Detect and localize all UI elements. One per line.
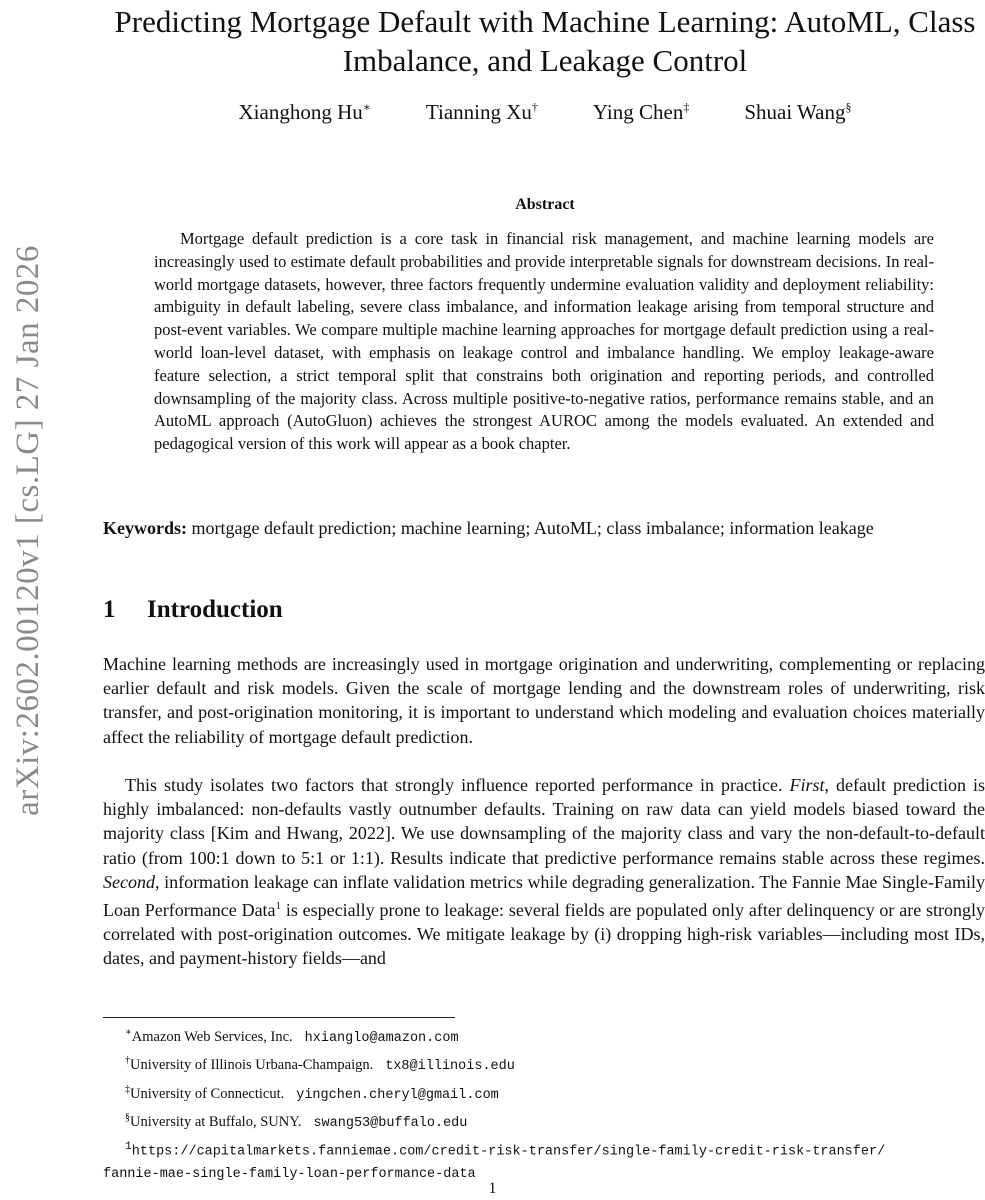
keywords-text: mortgage default prediction; machine learning; AutoML; class imbalance; information leakage (191, 518, 874, 538)
footnote: †University of Illinois Urbana-Champaign. tx8@illinois.edu (125, 1055, 515, 1075)
footnote-divider (103, 1017, 455, 1018)
author: Ying Chen‡ (592, 100, 690, 124)
intro-paragraph-2: This study isolates two factors that strongly influence reported performance in practice. First, default prediction is highly imbalanced: non-defaults vastly outnumber defaults. Training on raw data can yield models biased toward the majority class [Kim and Hwang, 2022]. We use downsampling of the majority class and vary the non-default-to-default ratio (from 100:1 down to 5:1 or 1:1). Results indicate that predictive performance remains stable across these regimes. Second, information leakage can inflate validation metrics while degrading generalization. The Fannie Mae Single-Family Loan Performance Data$^1$ is especially prone to leakage: several fields are populated only after delinquency or are strongly correlated with post-origination outcomes. We mitigate leakage by (i) dropping high-risk variables—including most IDs, dates, and payment-history fields—and (103, 775, 985, 969)
url-footnote-link[interactable]: https://capitalmarkets.fanniemae.com/credit-risk-transfer/single-family-credit-risk-transfer/ (131, 1144, 886, 1160)
footnotes (103, 1022, 985, 1186)
footnote: ∗Amazon Web Services, Inc. hxianglo@amazon.com (125, 1027, 459, 1046)
keywords-label: Keywords: (103, 518, 187, 538)
section-title: Introduction (147, 596, 283, 623)
author-footnote-mark: § (845, 100, 852, 114)
emphasis-first: First (789, 775, 825, 795)
url-footnote-continuation[interactable]: fannie-mae-single-family-loan-performance-data (103, 1166, 476, 1182)
author: Xianghong Hu∗ (238, 100, 371, 124)
author: Tianning Xu† (425, 100, 538, 124)
arxiv-identifier-stamp (8, 200, 48, 860)
author-footnote-mark: ∗ (362, 100, 371, 114)
author-footnote-mark: ‡ (683, 100, 690, 114)
section-number: 1 (103, 596, 116, 623)
section-heading (103, 596, 283, 624)
arxiv-stamp-text: arXiv:2602.00120v1 [cs.LG] 27 Jan 2026 (9, 244, 46, 816)
author: Shuai Wang§ (744, 100, 852, 124)
author-email: yingchen.cheryl@gmail.com (296, 1087, 499, 1103)
footnote: §University at Buffalo, SUNY. swang53@buffalo.edu (125, 1112, 468, 1132)
page-number: 1 (488, 1180, 497, 1197)
author-email: tx8@illinois.edu (385, 1059, 515, 1075)
keywords (103, 516, 985, 540)
abstract-heading: Abstract (515, 196, 575, 213)
footnote: ‡University of Connecticut. yingchen.cheryl@gmail.com (125, 1083, 499, 1103)
url-footnote[interactable]: $^1$https://capitalmarkets.fanniemae.com/credit-risk-transfer/single-family-credit-risk-transfer/ (125, 1140, 886, 1160)
abstract-text: Mortgage default prediction is a core task in financial risk management, and machine learning models are increasingly used to estimate default probabilities and provide interpretable signals for downstream decisions. In real-world mortgage datasets, however, three factors frequently undermine evaluation validity and deployment reliability: ambiguity in default labeling, severe class imbalance, and information leakage arising from temporal structure and post-event variables. We compare multiple machine learning approaches for mortgage default prediction using a real-world loan-level dataset, with emphasis on leakage control and imbalance handling. We employ leakage-aware feature selection, a strict temporal split that constrains both origination and reporting periods, and controlled downsampling of the majority class. Across multiple positive-to-negative ratios, performance remains stable, and an AutoML approach (AutoGluon) achieves the strongest AUROC among the models evaluated. An extended and pedagogical version of this work will appear as a book chapter. (154, 229, 934, 454)
intro-paragraph-1: Machine learning methods are increasingly used in mortgage origination and underwriting, complementing or replacing earlier default and risk models. Given the scale of mortgage lending and the downstream roles of underwriting, risk transfer, and post-origination monitoring, it is important to understand which modeling and evaluation choices materially affect the reliability of mortgage default prediction. (103, 654, 985, 747)
emphasis-second: Second (103, 871, 155, 892)
author-footnote-mark: † (531, 100, 538, 114)
footnote-ref: 1 (275, 900, 282, 913)
paper-title: Predicting Mortgage Default with Machine Learning: AutoML, Class Imbalance, and Leakage Control (114, 4, 976, 78)
author-email: hxianglo@amazon.com (304, 1030, 459, 1046)
author-email: swang53@buffalo.edu (313, 1116, 468, 1132)
author-list (110, 100, 980, 125)
